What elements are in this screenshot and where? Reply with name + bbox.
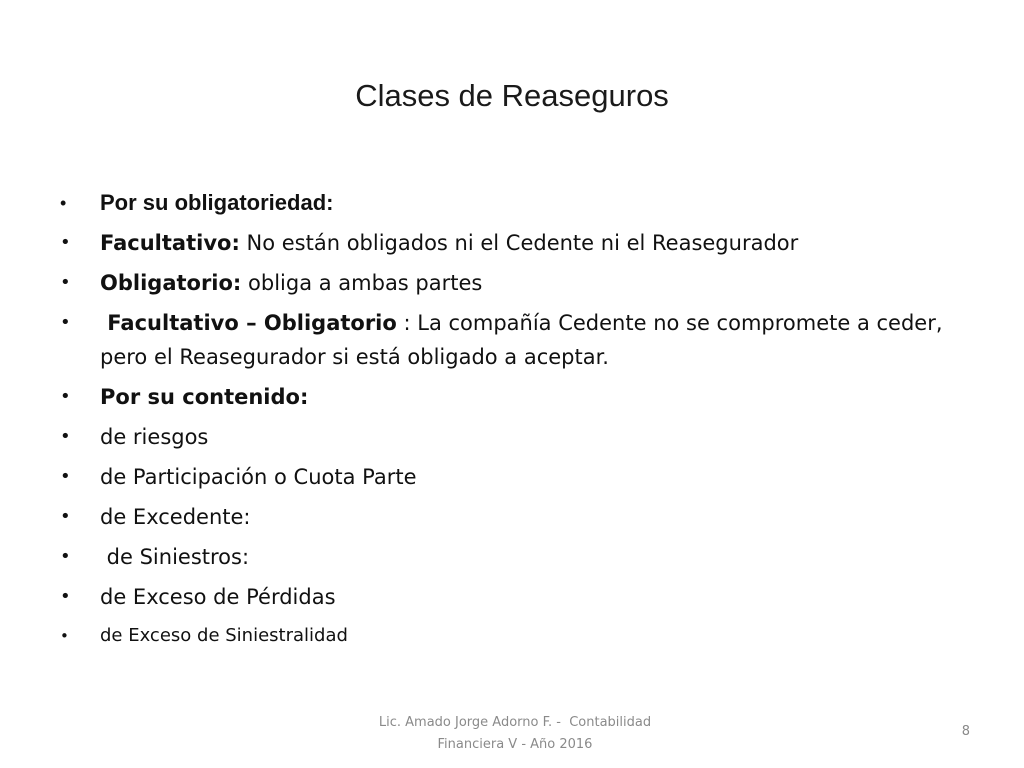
bullet-item-obligatorio [60,266,960,300]
bullet-bold-text: Facultativo: [100,231,240,255]
bullet-bold-text: Por su contenido: [100,385,309,409]
bullet-item-siniestros [60,540,960,574]
bullet-dot-icon: • [60,506,71,527]
slide-title: Clases de Reaseguros [355,78,669,113]
bullet-dot-icon: • [60,232,71,253]
bullet-item-riesgos [60,420,960,454]
bullet-item-exceso-siniestralidad [60,622,960,650]
bullet-item-facultativo-obligatorio [60,306,960,374]
bullet-dot-icon: • [60,272,71,293]
bullet-dot-icon: • [60,426,71,447]
bullet-item-facultativo [60,226,960,260]
page-number: 8 [961,724,970,739]
bullet-text: obliga a ambas partes [241,271,483,295]
bullet-text: de Excedente: [100,505,251,529]
footer-line-course: Financiera V - Año 2016 [437,737,593,752]
bullet-text: de Participación o Cuota Parte [100,465,417,489]
bullet-dot-icon: • [60,386,71,407]
bullet-text: de Siniestros: [100,545,250,569]
bullet-item-obligatoriedad [60,186,960,220]
bullet-dot-icon: • [60,546,71,567]
bullet-bold-text: Facultativo – Obligatorio [100,311,397,335]
bullet-dot-icon: • [60,627,69,645]
bullet-text: de Exceso de Pérdidas [100,585,336,609]
slide-footer [330,712,700,756]
bullet-item-participacion [60,460,960,494]
bullet-dot-icon: • [60,193,67,213]
bullet-dot-icon: • [60,586,71,607]
bullet-text: No están obligados ni el Cedente ni el Reasegurador [239,231,799,255]
bullet-item-contenido [60,380,960,414]
bullet-item-exceso-perdidas [60,580,960,614]
bullet-list [60,186,960,650]
bullet-bold-text: Obligatorio: [100,271,242,295]
bullet-bold-text: Por su obligatoriedad: [100,190,334,215]
bullet-item-excedente [60,500,960,534]
bullet-text: de Exceso de Siniestralidad [100,625,348,646]
bullet-dot-icon: • [60,312,71,333]
bullet-text: : La compañía Cedente no se compromete a ceder, pero el Reasegurador si está obligado a aceptar. [100,311,943,369]
bullet-dot-icon: • [60,466,71,487]
bullet-text: de riesgos [100,425,209,449]
footer-line-author: Lic. Amado Jorge Adorno F. - Contabilidad [378,715,652,730]
